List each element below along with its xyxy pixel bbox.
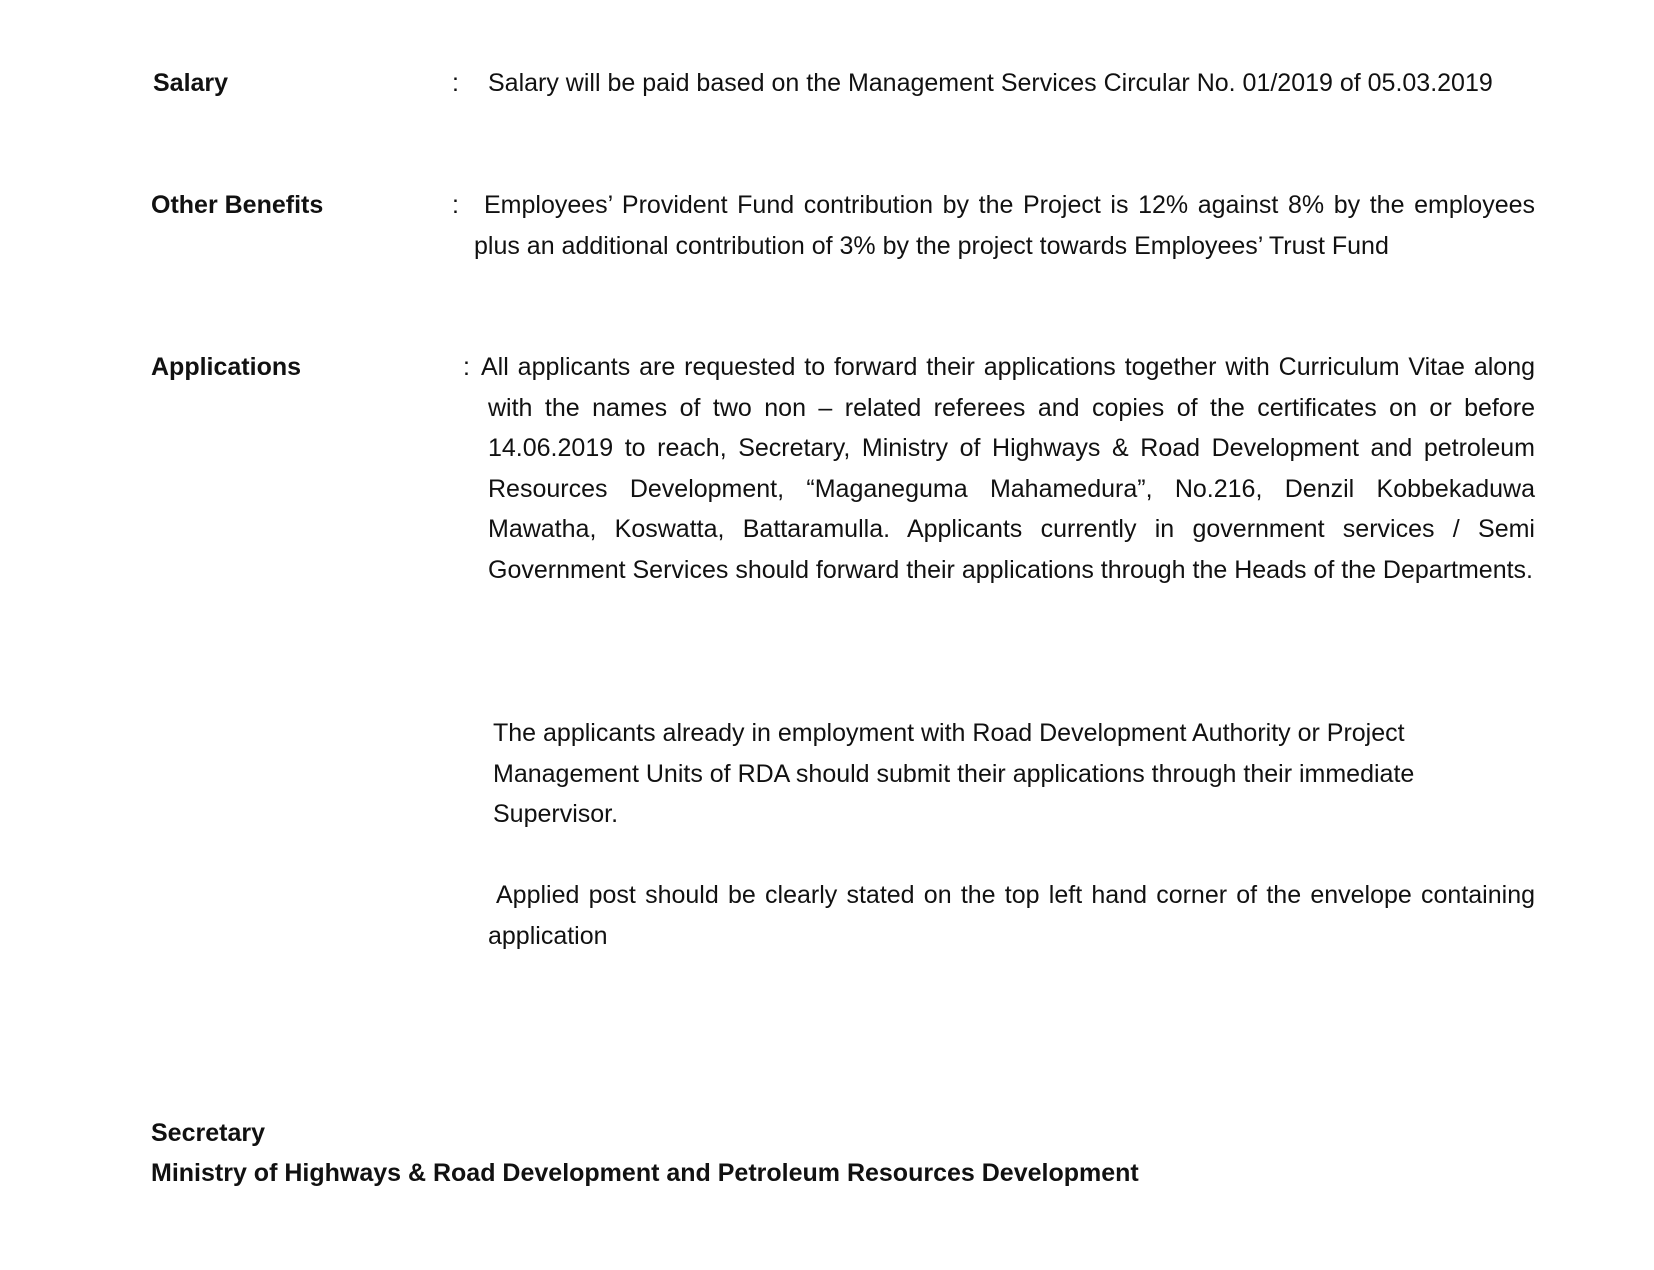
signature-ministry: Ministry of Highways & Road Development and Petroleum Resources Development [151,1159,1139,1187]
salary-colon: : [452,69,459,97]
other-benefits-colon: : [452,191,459,219]
other-benefits-label: Other Benefits [151,191,324,219]
signature-title: Secretary [151,1119,265,1147]
salary-label: Salary [153,69,229,97]
applications-colon: : [463,353,470,381]
other-benefits-text: Employees’ Provident Fund contribution by the Project is 12% against 8% by the employees plus an additional contribution of 3% by the project towards Employees’ Trust Fund [474,191,1535,260]
applications-label: Applications [151,353,302,381]
applications-paragraph-1: All applicants are requested to forward their applications together with Curriculum Vitae along with the names of two non – related referees and copies of the certificates on or before 14.06.2019 to reach, Secretary, Ministry of Highways & Road Development and petroleum Resources Development, “Maganeguma Mahamedura”, No.216, Denzil Kobbekaduwa Mawatha, Koswatta, Battaramulla. Applicants currently in government services / Semi Government Services should forward their applications through the Heads of the Departments. [481,353,1535,584]
applications-paragraph-2: The applicants already in employment with Road Development Authority or Project Management Units of RDA should submit their applications through their immediate Supervisor. [493,719,1415,828]
salary-text: Salary will be paid based on the Management Services Circular No. 01/2019 of 05.03.2019 [488,69,1493,97]
applications-paragraph-3: Applied post should be clearly stated on the top left hand corner of the envelope containing application [488,881,1535,950]
